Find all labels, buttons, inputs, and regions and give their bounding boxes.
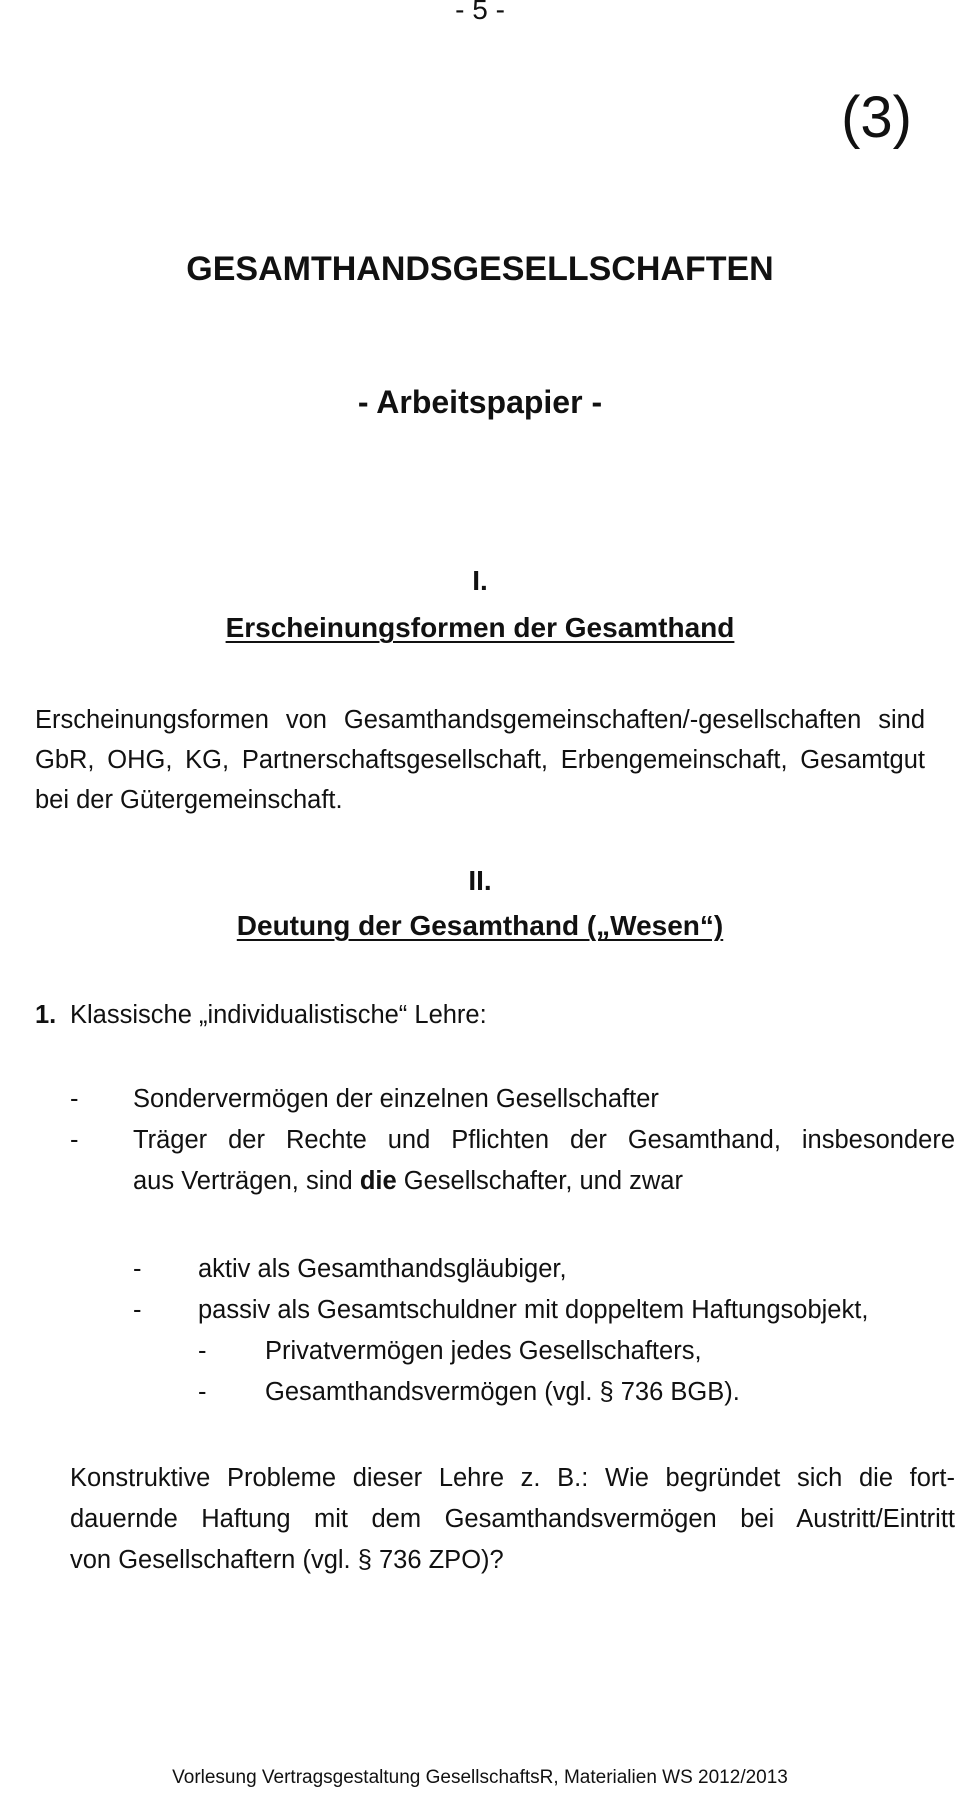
page-number: - 5 - (455, 0, 505, 25)
bullet-2-line-2 (133, 1167, 683, 1196)
sub-bullet-1-dash: - (133, 1255, 142, 1283)
sub-sub-bullet-2-text: Gesamthandsvermögen (vgl. § 736 BGB). (265, 1378, 740, 1406)
conclusion-line-1: Konstruktive Probleme dieser Lehre z. B.: Wie begründet sich die fort- (70, 1464, 955, 1492)
page-footer: Vorlesung Vertragsgestaltung GesellschaftsR, Materialien WS 2012/2013 (172, 1767, 788, 1788)
section-1-heading: Erscheinungsformen der Gesamthand (225, 612, 735, 643)
bullet-2-line-1: Träger der Rechte und Pflichten der Gesamthand, insbesondere (133, 1126, 955, 1154)
bullet-2-dash: - (70, 1126, 79, 1154)
bullet-1-text: Sondervermögen der einzelnen Gesellschafter (133, 1085, 659, 1113)
sub-sub-bullet-2-dash: - (198, 1378, 207, 1406)
sub-bullet-2-dash: - (133, 1296, 142, 1324)
bullet-2-line-2-post: Gesellschafter, und zwar (396, 1167, 683, 1195)
document-subtitle: - Arbeitspapier - (357, 384, 603, 420)
section-number: (3) (841, 85, 912, 150)
bullet-2-line-2-pre: aus Verträgen, sind (133, 1167, 360, 1195)
section-2-roman: II. (468, 865, 492, 896)
section-2-heading: Deutung der Gesamthand („Wesen“) (236, 910, 724, 941)
conclusion-line-2: dauernde Haftung mit dem Gesamthandsvermögen bei Austritt/Eintritt (70, 1505, 955, 1533)
section-1-line-1: Erscheinungsformen von Gesamthandsgemeinschaften/-gesellschaften sind (35, 706, 925, 734)
sub-bullet-2-text: passiv als Gesamtschuldner mit doppeltem Haftungsobjekt, (198, 1296, 869, 1324)
bullet-1-dash: - (70, 1085, 79, 1113)
sub-bullet-1-text: aktiv als Gesamthandsgläubiger, (198, 1255, 567, 1283)
section-1-line-2: GbR, OHG, KG, Partnerschaftsgesellschaft, Erbengemeinschaft, Gesamtgut (35, 746, 925, 774)
conclusion-line-3: von Gesellschaftern (vgl. § 736 ZPO)? (70, 1546, 504, 1574)
sub-sub-bullet-1-dash: - (198, 1337, 207, 1365)
sub-sub-bullet-1-text: Privatvermögen jedes Gesellschafters, (265, 1337, 702, 1365)
point-1-number: 1. (35, 1001, 57, 1029)
section-1-line-3: bei der Gütergemeinschaft. (35, 786, 343, 814)
bullet-2-emphasis: die (359, 1167, 397, 1195)
section-1-roman: I. (472, 565, 488, 596)
point-1-text: Klassische „individualistische“ Lehre: (70, 1001, 487, 1029)
document-title: GESAMTHANDSGESELLSCHAFTEN (186, 250, 774, 288)
